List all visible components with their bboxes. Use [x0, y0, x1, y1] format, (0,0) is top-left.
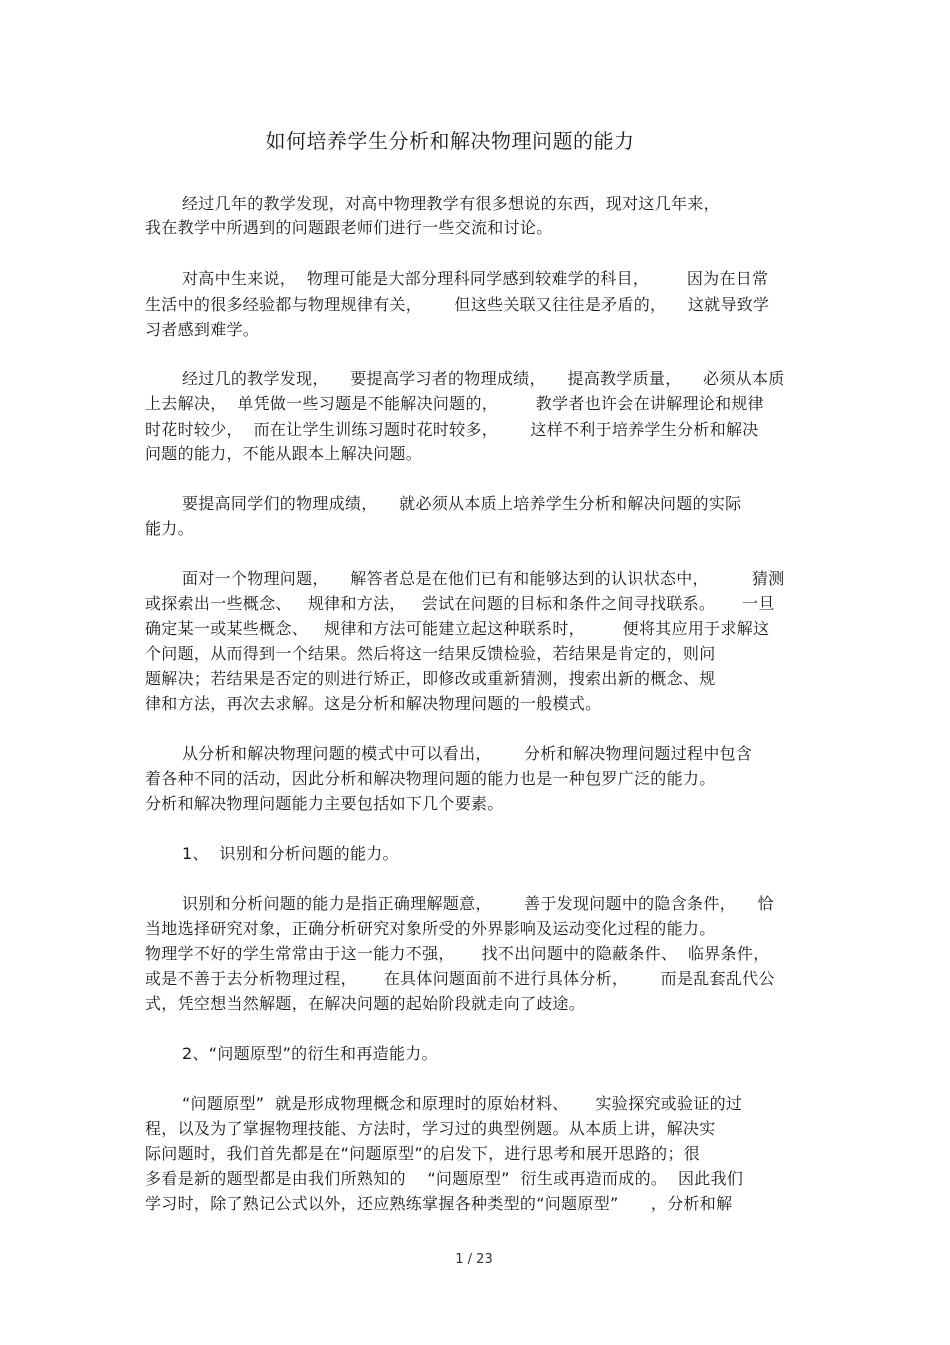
text-line: 际问题时，我们首先都是在“问题原型”的启发下，进行思考和展开思路的；很 [145, 1144, 701, 1163]
text-line: 时花时较少， 而在让学生训练习题时花时较多， 这样不利于培养学生分析和解决 [145, 420, 759, 439]
text-line: 多看是新的题型都是由我们所熟知的 “问题原型” 衍生或再造而成的。 因此我们 [145, 1169, 744, 1188]
text-line: “问题原型” 就是形成物理概念和原理时的原始材料、 实验探究或验证的过 [182, 1094, 743, 1113]
document-title: 如何培养学生分析和解决物理问题的能力 [265, 129, 635, 153]
text-line: 经过几年的教学发现，对高中物理教学有很多想说的东西，现对这几年来， [182, 194, 720, 213]
section-heading: 2、“问题原型”的衍生和再造能力。 [182, 1044, 438, 1063]
text-line: 着各种不同的活动，因此分析和解决物理问题的能力也是一种包罗广泛的能力。 [145, 769, 716, 788]
text-line: 分析和解决物理问题能力主要包括如下几个要素。 [145, 794, 504, 813]
text-line: 学习时，除了熟记公式以外，还应熟练掌握各种类型的“问题原型” ，分析和解 [145, 1194, 733, 1213]
text-line: 程，以及为了掌握物理技能、方法时，学习过的典型例题。从本质上讲，解决实 [145, 1119, 716, 1138]
text-line: 或是不善于去分析物理过程， 在具体问题面前不进行具体分析， 而是乱套乱代公 [145, 969, 775, 988]
text-line: 面对一个物理问题， 解答者总是在他们已有和能够达到的认识状态中， 猜测 [182, 569, 785, 588]
text-line: 题解决；若结果是否定的则进行矫正，即修改或重新猜测，搜索出新的概念、规 [145, 669, 716, 688]
page-number: 1 / 23 [455, 1252, 493, 1267]
text-line: 当地选择研究对象，正确分析研究对象所受的外界影响及运动变化过程的能力。 [145, 919, 716, 938]
text-line: 个问题，从而得到一个结果。然后将这一结果反馈检验，若结果是肯定的，则问 [145, 644, 716, 663]
text-line: 从分析和解决物理问题的模式中可以看出， 分析和解决物理问题过程中包含 [182, 744, 753, 763]
text-line: 我在教学中所遇到的问题跟老师们进行一些交流和讨论。 [145, 218, 553, 237]
text-line: 识别和分析问题的能力是指正确理解题意， 善于发现问题中的隐含条件， 恰 [182, 894, 774, 913]
text-line: 经过几的教学发现， 要提高学习者的物理成绩， 提高教学质量， 必须从本质 [182, 369, 785, 388]
text-line: 确定某一或某些概念、 规律和方法可能建立起这种联系时， 便将其应用于求解这 [145, 619, 770, 638]
text-line: 或探索出一些概念、 规律和方法， 尝试在问题的目标和条件之间寻找联系。 一旦 [145, 594, 775, 613]
section-heading: 1、 识别和分析问题的能力。 [182, 844, 399, 863]
text-line: 式，凭空想当然解题，在解决问题的起始阶段就走向了歧途。 [145, 994, 586, 1013]
text-line: 上去解决， 单凭做一些习题是不能解决问题的， 教学者也许会在讲解理论和规律 [145, 394, 764, 413]
text-line: 能力。 [145, 519, 194, 538]
text-line: 习者感到难学。 [145, 320, 260, 339]
text-line: 对高中生来说， 物理可能是大部分理科同学感到较难学的科目， 因为在日常 [182, 269, 769, 288]
text-line: 生活中的很多经验都与物理规律有关， 但这些关联又往往是矛盾的， 这就导致学 [145, 295, 770, 314]
text-line: 要提高同学们的物理成绩， 就必须从本质上培养学生分析和解决问题的实际 [182, 494, 742, 513]
text-line: 律和方法，再次去求解。这是分析和解决物理问题的一般模式。 [145, 694, 602, 713]
text-line: 物理学不好的学生常常由于这一能力不强， 找不出问题中的隐蔽条件、 临界条件， [145, 944, 770, 963]
text-line: 问题的能力，不能从跟本上解决问题。 [145, 444, 423, 463]
